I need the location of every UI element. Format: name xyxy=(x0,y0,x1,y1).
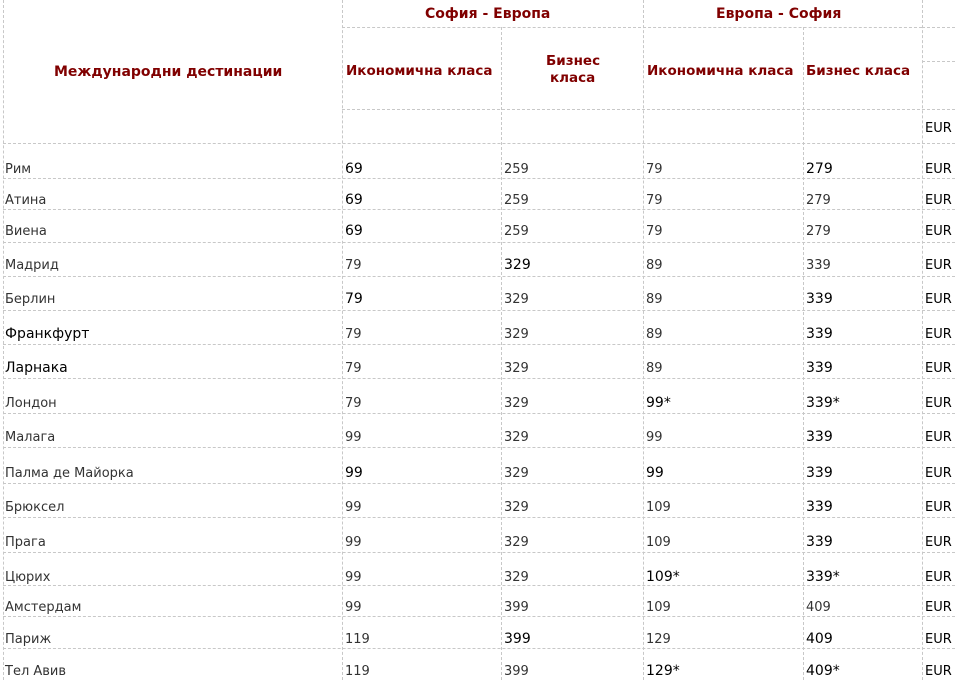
price-cell-se-eco: 79 xyxy=(345,361,362,376)
destination-cell: Рим xyxy=(5,162,32,177)
destinations-header: Международни дестинации xyxy=(54,64,283,80)
price-cell-se-eco: 69 xyxy=(345,192,363,208)
destination-cell: Париж xyxy=(5,632,52,647)
currency-cell: EUR xyxy=(925,327,952,342)
currency-cell: EUR xyxy=(925,258,952,273)
price-cell-es-bus: 339* xyxy=(806,395,840,411)
price-cell-se-bus: 329 xyxy=(504,292,529,307)
price-cell-se-eco: 69 xyxy=(345,223,363,239)
price-cell-se-eco: 99 xyxy=(345,465,363,481)
row-divider xyxy=(3,209,955,210)
price-cell-es-bus: 279 xyxy=(806,224,831,239)
price-cell-es-bus: 339 xyxy=(806,326,833,342)
group-header-europe-sofia: Европа - София xyxy=(716,6,842,22)
price-cell-es-bus: 339 xyxy=(806,499,833,515)
business-class-header: Бизнес класа xyxy=(806,63,911,79)
price-cell-se-eco: 79 xyxy=(345,396,362,411)
row-divider xyxy=(3,517,955,518)
price-cell-se-eco: 99 xyxy=(345,535,362,550)
destination-cell: Малага xyxy=(5,430,56,445)
business-class-header-line2: класа xyxy=(550,70,596,86)
currency-cell: EUR xyxy=(925,632,952,647)
row-divider xyxy=(3,447,955,448)
currency-cell: EUR xyxy=(925,292,952,307)
price-cell-se-bus: 329 xyxy=(504,396,529,411)
price-cell-es-eco: 89 xyxy=(646,258,663,273)
price-cell-se-bus: 329 xyxy=(504,257,531,273)
price-cell-se-bus: 329 xyxy=(504,361,529,376)
currency-cell: EUR xyxy=(925,466,952,481)
price-cell-se-bus: 329 xyxy=(504,327,529,342)
grid-line xyxy=(501,27,502,680)
price-cell-es-bus: 279 xyxy=(806,193,831,208)
price-cell-es-eco: 99 xyxy=(646,465,664,481)
row-divider xyxy=(3,378,955,379)
price-cell-es-bus: 409 xyxy=(806,600,831,615)
price-cell-se-bus: 399 xyxy=(504,600,529,615)
currency-cell: EUR xyxy=(925,396,952,411)
row-divider xyxy=(3,344,955,345)
row-divider xyxy=(3,178,955,179)
destination-cell: Амстердам xyxy=(5,600,82,615)
price-cell-se-bus: 329 xyxy=(504,570,529,585)
price-cell-se-bus: 399 xyxy=(504,664,529,679)
grid-line xyxy=(3,0,4,680)
destination-cell: Палма де Майорка xyxy=(5,466,134,481)
price-cell-es-eco: 79 xyxy=(646,193,663,208)
price-cell-es-bus: 339 xyxy=(806,360,833,376)
currency-cell: EUR xyxy=(925,500,952,515)
price-cell-es-eco: 129 xyxy=(646,632,671,647)
price-cell-se-eco: 119 xyxy=(345,664,370,679)
grid-line xyxy=(342,109,955,110)
row-divider xyxy=(3,483,955,484)
price-cell-es-bus: 339* xyxy=(806,569,840,585)
price-cell-se-bus: 399 xyxy=(504,631,531,647)
grid-line xyxy=(342,0,343,680)
price-cell-se-bus: 329 xyxy=(504,535,529,550)
price-cell-es-eco: 99* xyxy=(646,395,671,411)
price-cell-se-bus: 259 xyxy=(504,162,529,177)
price-cell-es-bus: 339 xyxy=(806,291,833,307)
price-cell-es-eco: 79 xyxy=(646,224,663,239)
price-cell-se-eco: 69 xyxy=(345,161,363,177)
currency-header: EUR xyxy=(925,121,952,136)
grid-line xyxy=(643,0,644,680)
price-cell-es-bus: 409* xyxy=(806,663,840,679)
currency-cell: EUR xyxy=(925,600,952,615)
destination-cell: Атина xyxy=(5,193,47,208)
row-divider xyxy=(3,616,955,617)
currency-cell: EUR xyxy=(925,570,952,585)
price-cell-es-eco: 109 xyxy=(646,600,671,615)
price-cell-se-eco: 79 xyxy=(345,258,362,273)
row-divider xyxy=(3,276,955,277)
group-header-sofia-europe: София - Европа xyxy=(425,6,551,22)
price-cell-es-eco: 89 xyxy=(646,361,663,376)
price-cell-se-bus: 329 xyxy=(504,500,529,515)
price-cell-se-eco: 99 xyxy=(345,570,362,585)
destination-cell: Мадрид xyxy=(5,258,59,273)
price-cell-es-bus: 279 xyxy=(806,161,833,177)
destination-cell: Брюксел xyxy=(5,500,65,515)
price-cell-se-eco: 99 xyxy=(345,500,362,515)
row-divider xyxy=(3,585,955,586)
destination-cell: Цюрих xyxy=(5,570,51,585)
currency-cell: EUR xyxy=(925,162,952,177)
price-cell-se-eco: 99 xyxy=(345,430,362,445)
price-cell-es-eco: 89 xyxy=(646,292,663,307)
price-cell-es-eco: 109* xyxy=(646,569,680,585)
destination-cell: Франкфурт xyxy=(5,326,90,342)
price-cell-es-eco: 129* xyxy=(646,663,680,679)
destination-cell: Берлин xyxy=(5,292,56,307)
currency-cell: EUR xyxy=(925,535,952,550)
price-cell-se-eco: 79 xyxy=(345,291,363,307)
grid-line xyxy=(803,27,804,680)
destination-cell: Виена xyxy=(5,224,47,239)
destination-cell: Прага xyxy=(5,535,46,550)
price-cell-es-bus: 339 xyxy=(806,258,831,273)
destination-cell: Тел Авив xyxy=(5,664,67,679)
price-cell-se-eco: 119 xyxy=(345,632,370,647)
grid-line xyxy=(342,27,922,28)
economy-class-header: Икономична класа xyxy=(647,63,794,79)
price-cell-es-eco: 79 xyxy=(646,162,663,177)
row-divider xyxy=(3,242,955,243)
economy-class-header: Икономична класа xyxy=(346,63,493,79)
currency-cell: EUR xyxy=(925,361,952,376)
row-divider xyxy=(3,413,955,414)
price-cell-es-eco: 99 xyxy=(646,430,663,445)
grid-line xyxy=(3,143,955,144)
price-cell-se-eco: 99 xyxy=(345,600,362,615)
price-cell-es-eco: 109 xyxy=(646,500,671,515)
business-class-header-line1: Бизнес xyxy=(546,53,601,69)
price-cell-se-bus: 259 xyxy=(504,224,529,239)
price-cell-es-eco: 109 xyxy=(646,535,671,550)
price-cell-se-bus: 259 xyxy=(504,193,529,208)
price-cell-se-bus: 329 xyxy=(504,466,529,481)
price-cell-es-bus: 409 xyxy=(806,631,833,647)
row-divider xyxy=(3,648,955,649)
price-cell-es-bus: 339 xyxy=(806,429,833,445)
currency-cell: EUR xyxy=(925,193,952,208)
currency-cell: EUR xyxy=(925,664,952,679)
destination-cell: Ларнака xyxy=(5,360,68,376)
price-cell-es-bus: 339 xyxy=(806,465,833,481)
grid-line xyxy=(922,27,955,28)
price-cell-es-bus: 339 xyxy=(806,534,833,550)
destination-cell: Лондон xyxy=(5,396,57,411)
currency-cell: EUR xyxy=(925,224,952,239)
grid-line xyxy=(922,61,955,62)
price-cell-se-bus: 329 xyxy=(504,430,529,445)
row-divider xyxy=(3,310,955,311)
row-divider xyxy=(3,552,955,553)
grid-line xyxy=(922,0,923,680)
price-cell-es-eco: 89 xyxy=(646,327,663,342)
price-cell-se-eco: 79 xyxy=(345,327,362,342)
currency-cell: EUR xyxy=(925,430,952,445)
